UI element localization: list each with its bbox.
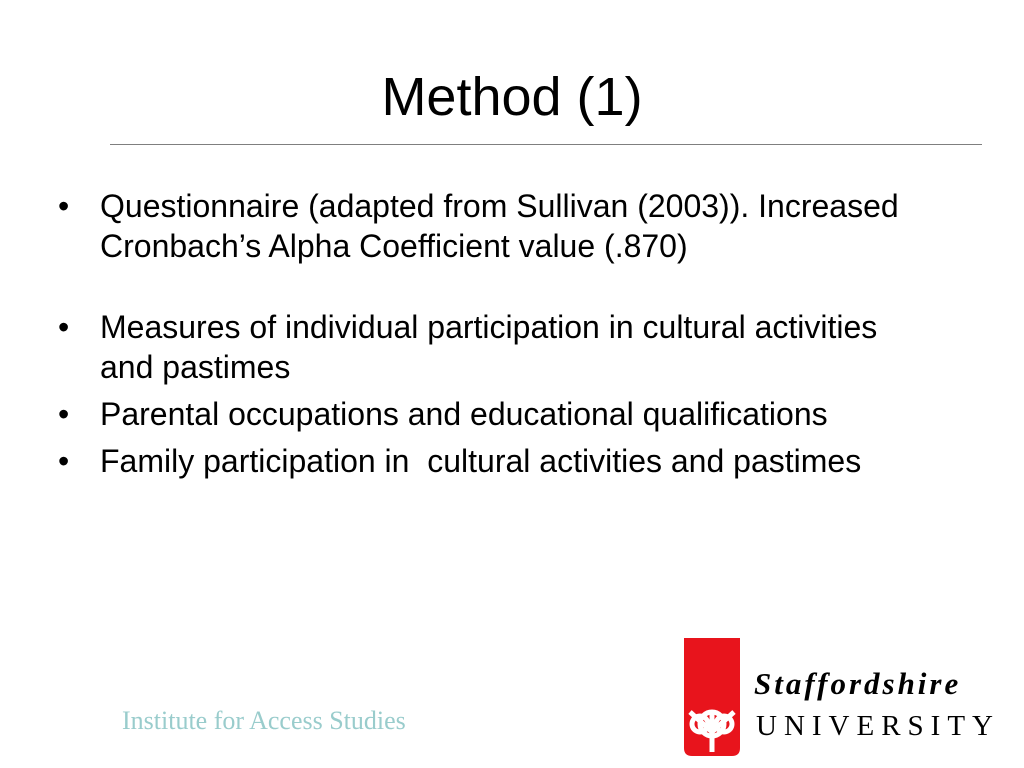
- bullet-text: Questionnaire (adapted from Sullivan (2003)). Increased Cronbach’s Alpha Coefficient value (.870): [100, 188, 899, 264]
- bullet-icon: •: [58, 396, 70, 432]
- bullet-item-parental-occupations: [58, 394, 938, 434]
- university-logo: [682, 636, 1000, 762]
- bullet-icon: •: [58, 443, 70, 479]
- bullet-text: Family participation in cultural activities and pastimes: [100, 443, 862, 479]
- bullet-list: [58, 186, 938, 481]
- logo-university-text: UNIVERSITY: [756, 710, 1000, 742]
- bullet-text: Parental occupations and educational qualifications: [100, 396, 828, 432]
- bullet-icon: •: [58, 309, 70, 345]
- bullet-item-family-participation: [58, 441, 938, 481]
- slide-title: Method (1): [381, 67, 643, 127]
- footer-institute-text: Institute for Access Studies: [122, 706, 406, 735]
- logo-name-text: Staffordshire: [754, 666, 962, 701]
- crest-icon: [682, 636, 744, 762]
- bullet-item-individual-participation: [58, 307, 938, 387]
- bullet-item-questionnaire: [58, 186, 938, 266]
- bullet-text: Measures of individual participation in cultural activities and pastimes: [100, 309, 878, 385]
- title-divider: [110, 144, 982, 145]
- bullet-icon: •: [58, 188, 70, 224]
